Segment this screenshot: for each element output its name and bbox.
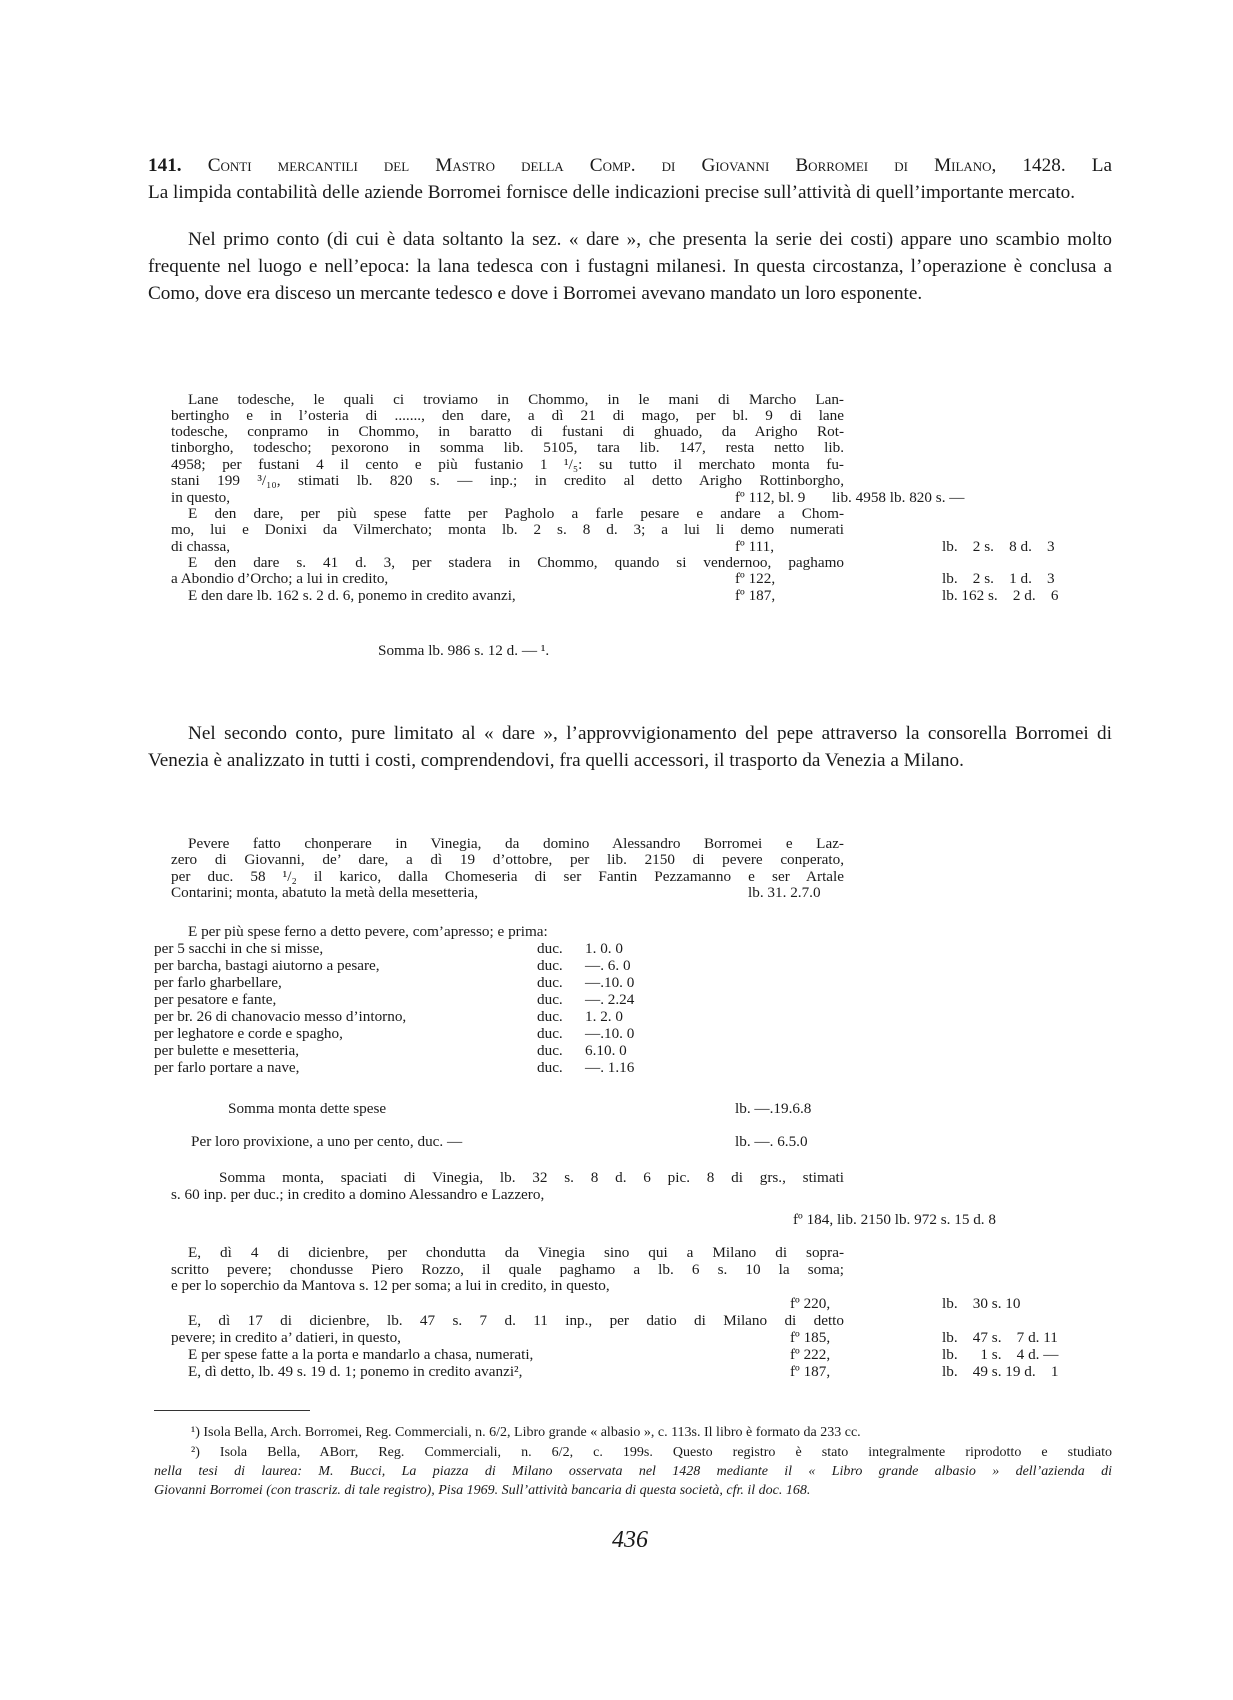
commission-label: Per loro provixione, a uno per cento, duc. — [191,1133,463,1150]
entry-folio: fº 187, [790,1363,831,1380]
entry-text: pevere; in credito a’ datieri, in questo, [171,1329,401,1346]
account-1-line: bertingho e in l’osteria di ......., den dare, a dì 21 di mago, per bl. 9 di lane [171,407,844,424]
expense-value: —.10. 0 [585,1025,635,1042]
account-1-line: mo, lui e Donixi da Vilmerchato; monta lb. 2 s. 8 d. 3; a lui li demo numerati [171,521,844,538]
expense-label: per br. 26 di chanovacio messo d’intorno, [154,1008,407,1025]
account-2-line: Somma monta, spaciati di Vinegia, lb. 32 s. 8 d. 6 pic. 8 di grs., stimati [219,1169,844,1186]
entry-amount: lb. 1 s. 4 d. — [942,1346,1059,1363]
entry-amount: lb. 2 s. 8 d. 3 [942,538,1055,555]
expense-currency: duc. [537,991,563,1008]
footnote-rule [154,1410,310,1411]
paragraph-2 [148,720,1112,774]
intro-paragraph [148,152,1112,179]
expense-label: per farlo gharbellare, [154,974,282,991]
expenses-total-amount: lb. —.19.6.8 [735,1100,812,1117]
account-1-line: 4958; per fustani 4 il cento e più fustanio 1 ¹/₅: su tutto il merchato monta fu- [171,456,844,473]
entry-amount: lb. 31. 2.7.0 [748,884,821,901]
paragraph-2-text: Nel secondo conto, pure limitato al « dare », l’approvvigionamento del pepe attraverso la consorella Borromei di Venezia è analizzato in tutti i costi, comprendendovi, fra quelli accessori, il trasporto da Venezia a Milano. [148,723,1112,771]
entry-amount: lb. 47 s. 7 d. 11 [942,1329,1058,1346]
account-2-line: zero di Giovanni, de’ dare, a dì 19 d’ottobre, per lib. 2150 di pevere conperato, [171,851,844,868]
account-1-line: stani 199 ³/₁₀, stimati lb. 820 s. — inp.; in credito al detto Arigho Rottinborgho, [171,472,844,489]
entry-amount: lb. 49 s. 19 d. 1 [942,1363,1059,1380]
document-number: 141. [148,155,182,176]
entry-folio: fº 111, [735,538,775,555]
entry-text: E, dì detto, lb. 49 s. 19 d. 1; ponemo in credito avanzi², [188,1363,523,1380]
expense-currency: duc. [537,1042,563,1059]
expense-value: 1. 0. 0 [585,940,623,957]
account-2-folio: fº 184, lib. 2150 lb. 972 s. 15 d. 8 [793,1211,996,1228]
entry-folio: fº 187, [735,587,776,604]
expense-value: 6.10. 0 [585,1042,627,1059]
entry-amount: lb. 2 s. 1 d. 3 [942,570,1055,587]
expense-label: per barcha, bastagi aiutorno a pesare, [154,957,380,974]
account-1-line: Lane todesche, le quali ci troviamo in Chommo, in le mani di Marcho Lan- [188,391,844,408]
expense-label: per pesatore e fante, [154,991,277,1008]
expense-value: —. 6. 0 [585,957,631,974]
entry-amount: lib. 4958 lb. 820 s. — [832,489,965,506]
expense-currency: duc. [537,957,563,974]
account-2-line: E, dì 17 di dicienbre, lb. 47 s. 7 d. 11 inp., per datio di Milano di detto [188,1312,844,1329]
entry-folio: fº 112, bl. 9 [735,489,806,506]
entry-amount: lb. 162 s. 2 d. 6 [942,587,1059,604]
account-1-line: E den dare s. 41 d. 3, per stadera in Chommo, quando si vendernoo, paghamo [188,554,844,571]
paragraph-1 [148,226,1112,307]
entry-folio: fº 122, [735,570,776,587]
account-1-total: Somma lb. 986 s. 12 d. — ¹. [378,642,550,659]
footnote-1: ¹) Isola Bella, Arch. Borromei, Reg. Commerciali, n. 6/2, Libro grande « albasio », c. 113s. Il libro è formato da 233 cc. [191,1425,861,1440]
entry-text: in questo, [171,489,231,506]
entry-text: Contarini; monta, abatuto la metà della mesetteria, [171,884,479,901]
expense-label: per bulette e mesetteria, [154,1042,300,1059]
account-1-line: tinborgho, todescho; pexorono in somma lib. 5105, tara lib. 147, resta netto lib. [171,439,844,456]
paragraph-1-text: Nel primo conto (di cui è data soltanto la sez. « dare », che presenta la serie dei costi) appare uno scambio molto frequente nel luogo e nell’epoca: la lana tedesca con i fustagni milanesi. In questa circostanza, l’operazione è conclusa a Como, dove era disceso un mercante tedesco e dove i Borromei avevano mandato un loro esponente. [148,229,1112,304]
entry-text: E per spese fatte a la porta e mandarlo a chasa, numerati, [188,1346,534,1363]
page-number: 436 [612,1527,648,1553]
expense-value: —. 1.16 [585,1059,635,1076]
document-title: Conti mercantili del Mastro della Comp. di Giovanni Borromei di Milano, 1428. [207,155,1066,176]
entry-folio: fº 185, [790,1329,831,1346]
expense-value: —.10. 0 [585,974,635,991]
account-2-line: s. 60 inp. per duc.; in credito a domino Alessandro e Lazzero, [171,1186,545,1203]
commission-amount: lb. —. 6.5.0 [735,1133,808,1150]
entry-text: di chassa, [171,538,231,555]
expense-currency: duc. [537,940,563,957]
expense-value: 1. 2. 0 [585,1008,623,1025]
expense-currency: duc. [537,1059,563,1076]
entry-text: E den dare lb. 162 s. 2 d. 6, ponemo in credito avanzi, [188,587,516,604]
account-2-line: scritto pevere; chondusse Piero Rozzo, il quale paghamo a lb. 6 s. 10 la soma; [171,1261,844,1278]
expense-label: per 5 sacchi in che si misse, [154,940,324,957]
entry-text: a Abondio d’Orcho; a lui in credito, [171,570,389,587]
account-1-line: E den dare, per più spese fatte per Pagholo a farle pesare e andare a Chom- [188,505,844,522]
expense-value: —. 2.24 [585,991,635,1008]
intro-rest-text: La limpida contabilità delle aziende Borromei fornisce delle indicazioni precise sull’attività di quell’importante mercato. [148,182,1076,203]
intro-lead: La [1091,155,1112,176]
expenses-intro: E per più spese ferno a detto pevere, com’apresso; e prima: [188,923,548,940]
expense-currency: duc. [537,1025,563,1042]
account-2-line: e per lo soperchio da Mantova s. 12 per soma; a lui in credito, in questo, [171,1277,610,1294]
account-2-line: per duc. 58 ¹/₂ il karico, dalla Chomeseria di ser Fantin Pezzamanno e ser Artale [171,868,844,885]
entry-amount: lb. 30 s. 10 [942,1295,1021,1312]
expense-label: per leghatore e corde e spagho, [154,1025,343,1042]
expense-currency: duc. [537,1008,563,1025]
entry-folio: fº 220, [790,1295,831,1312]
expense-label: per farlo portare a nave, [154,1059,300,1076]
expenses-total-label: Somma monta dette spese [228,1100,387,1117]
footnote-2-line: Giovanni Borromei (con trascriz. di tale registro), Pisa 1969. Sull’attività bancaria di questa società, cfr. il doc. 168. [154,1483,811,1498]
account-2-line: Pevere fatto chonperare in Vinegia, da domino Alessandro Borromei e Laz- [188,835,844,852]
account-1-line: todesche, conpramo in Chommo, in baratto di fustani di ghuado, da Arigho Rot- [171,423,844,440]
expense-currency: duc. [537,974,563,991]
footnote-2-line: nella tesi di laurea: M. Bucci, La piazza di Milano osservata nel 1428 mediante il « Libro grande albasio » dell’azienda di [154,1464,1112,1479]
account-2-line: E, dì 4 di dicienbre, per chondutta da Vinegia sino qui a Milano di sopra- [188,1244,844,1261]
intro-rest [148,179,1112,206]
entry-folio: fº 222, [790,1346,831,1363]
footnote-2-line: ²) Isola Bella, ABorr, Reg. Commerciali, n. 6/2, c. 199s. Questo registro è stato integralmente riprodotto e studiato [191,1445,1112,1460]
